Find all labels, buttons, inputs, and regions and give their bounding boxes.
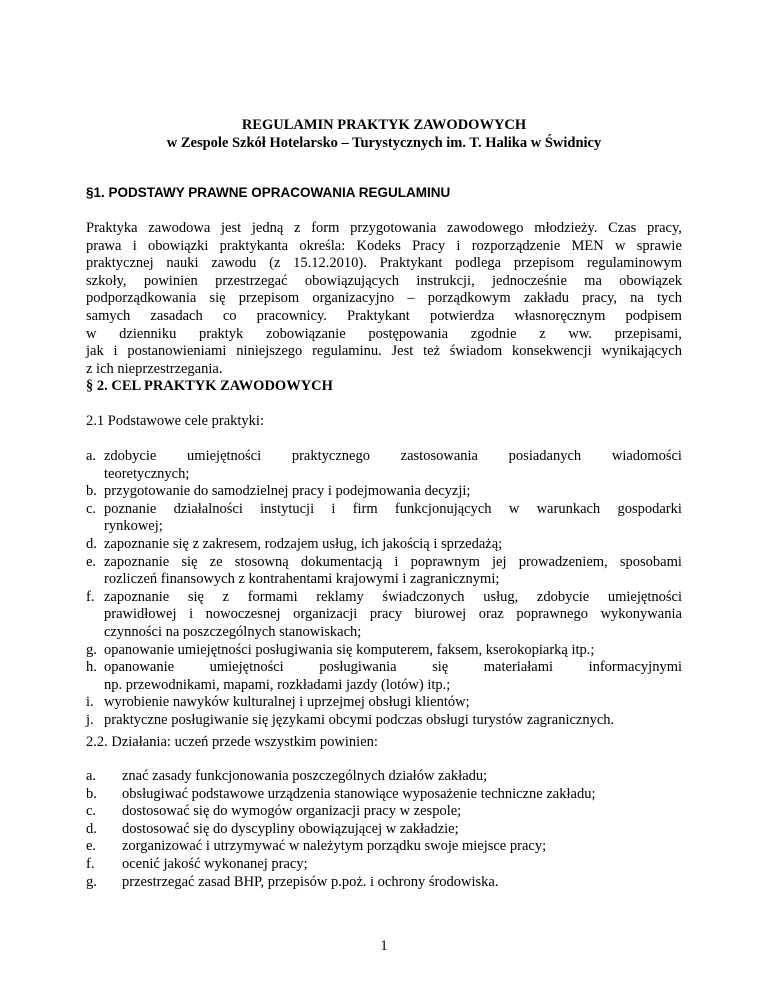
list-marker: a. bbox=[86, 448, 97, 464]
list-marker: a. bbox=[86, 768, 97, 784]
paragraph-line: Praktyka zawodowa jest jedną z form przygotowania zawodowego młodzieży. Czas pracy, bbox=[86, 220, 682, 236]
list-item: teoretycznych; bbox=[104, 465, 190, 482]
list-item: zapoznanie się z zakresem, rodzajem usług, ich jakością i sprzedażą; bbox=[104, 536, 503, 552]
list-item: praktyczne posługiwanie się językami obcymi podczas obsługi turystów zagranicznych. bbox=[104, 712, 615, 728]
list-item: przestrzegać zasad BHP, przepisów p.poż. i ochrony środowiska. bbox=[122, 873, 499, 890]
paragraph-line: jak i postanowieniami niniejszego regulaminu. Jest też świadom konsekwencji wynikających bbox=[86, 343, 682, 360]
list-marker: b. bbox=[86, 483, 97, 500]
list-item: rynkowej; bbox=[104, 518, 163, 535]
list-marker: f. bbox=[86, 588, 95, 605]
paragraph-line: prawa i obowiązki praktykanta określa: Kodeks Pracy i rozporządzenie MEN w sprawie bbox=[86, 237, 682, 254]
page-number: 1 bbox=[380, 938, 388, 954]
list-item: zapoznanie się z formami reklamy świadczonych usług, zdobycie umiejętności bbox=[104, 588, 682, 605]
list-marker: j. bbox=[86, 712, 94, 728]
list-item: zorganizować i utrzymywać w należytym porządku swoje miejsce pracy; bbox=[122, 838, 547, 855]
list-marker: h. bbox=[86, 659, 97, 676]
section2-heading: § 2. CEL PRAKTYK ZAWODOWYCH bbox=[86, 378, 333, 394]
list-marker: c. bbox=[86, 803, 97, 820]
list-item: zapoznanie się ze stosowną dokumentacją i poprawnym jej prowadzeniem, sposobami bbox=[104, 553, 682, 570]
list-item: np. przewodnikami, mapami, rozkładami jazdy (lotów) itp.; bbox=[104, 676, 451, 693]
list-item: prawidłowej i nowoczesnej organizacji pracy biurowej oraz poprawnego wykonywania bbox=[104, 606, 682, 623]
list-item: dostosować się do wymogów organizacji pracy w zespole; bbox=[122, 803, 462, 820]
list-item: dostosować się do dyscypliny obowiązującej w zakładzie; bbox=[122, 820, 459, 837]
paragraph-line: szkoły, powinien przestrzegać obowiązujących instrukcji, jednocześnie ma obowiązek bbox=[86, 272, 682, 289]
section2-2-heading: 2.2. Działania: uczeń przede wszystkim powinien: bbox=[86, 734, 378, 750]
list-item: poznanie działalności instytucji i firm funkcjonujących w warunkach gospodarki bbox=[104, 500, 682, 517]
paragraph-line: samych zasadach co pracownicy. Praktykant potwierdza własnoręcznym podpisem bbox=[86, 308, 682, 324]
doc-title: REGULAMIN PRAKTYK ZAWODOWYCH bbox=[241, 117, 527, 133]
doc-subtitle: w Zespole Szkół Hotelarsko – Turystycznych im. T. Halika w Świdnicy bbox=[166, 135, 602, 151]
list-marker: d. bbox=[86, 820, 97, 837]
list-marker: g. bbox=[86, 873, 97, 890]
section1-heading: §1. PODSTAWY PRAWNE OPRACOWANIA REGULAMINU bbox=[86, 185, 451, 200]
list-marker: c. bbox=[86, 500, 97, 517]
paragraph-line: w dzienniku praktyk zobowiązanie postępowania zgodnie z ww. przepisami, bbox=[86, 325, 682, 342]
list-item: rozliczeń finansowych z kontrahentami krajowymi i zagranicznymi; bbox=[104, 571, 500, 588]
list-marker: g. bbox=[86, 641, 97, 658]
list-item: obsługiwać podstawowe urządzenia stanowiące wyposażenie techniczne zakładu; bbox=[122, 785, 596, 802]
list-item: znać zasady funkcjonowania poszczególnych działów zakładu; bbox=[122, 768, 488, 784]
list-item: zdobycie umiejętności praktycznego zastosowania posiadanych wiadomości bbox=[104, 448, 682, 464]
list-item: opanowanie umiejętności posługiwania się komputerem, faksem, kserokopiarką itp.; bbox=[104, 641, 595, 658]
list-marker: f. bbox=[86, 856, 95, 872]
list-item: opanowanie umiejętności posługiwania się materiałami informacyjnymi bbox=[104, 659, 682, 676]
paragraph-line: podporządkowania się przepisom organizacyjno – porządkowym zakładu pracy, na tych bbox=[86, 290, 682, 307]
list-item: ocenić jakość wykonanej pracy; bbox=[122, 856, 308, 872]
paragraph-line: praktycznej nauki zawodu (z 15.12.2010). Praktykant podlega przepisom regulaminowym bbox=[86, 255, 682, 272]
list-marker: d. bbox=[86, 536, 97, 552]
list-marker: b. bbox=[86, 785, 97, 802]
list-item: czynności na poszczególnych stanowiskach; bbox=[104, 624, 362, 640]
list-marker: e. bbox=[86, 553, 97, 570]
list-marker: i. bbox=[86, 694, 94, 711]
paragraph-line: z ich nieprzestrzegania. bbox=[86, 360, 223, 377]
list-item: wyrobienie nawyków kulturalnej i uprzejmej obsługi klientów; bbox=[104, 694, 470, 711]
list-marker: e. bbox=[86, 838, 97, 855]
list-item: przygotowanie do samodzielnej pracy i podejmowania decyzji; bbox=[104, 483, 471, 500]
section2-1-heading: 2.1 Podstawowe cele praktyki: bbox=[86, 413, 264, 429]
